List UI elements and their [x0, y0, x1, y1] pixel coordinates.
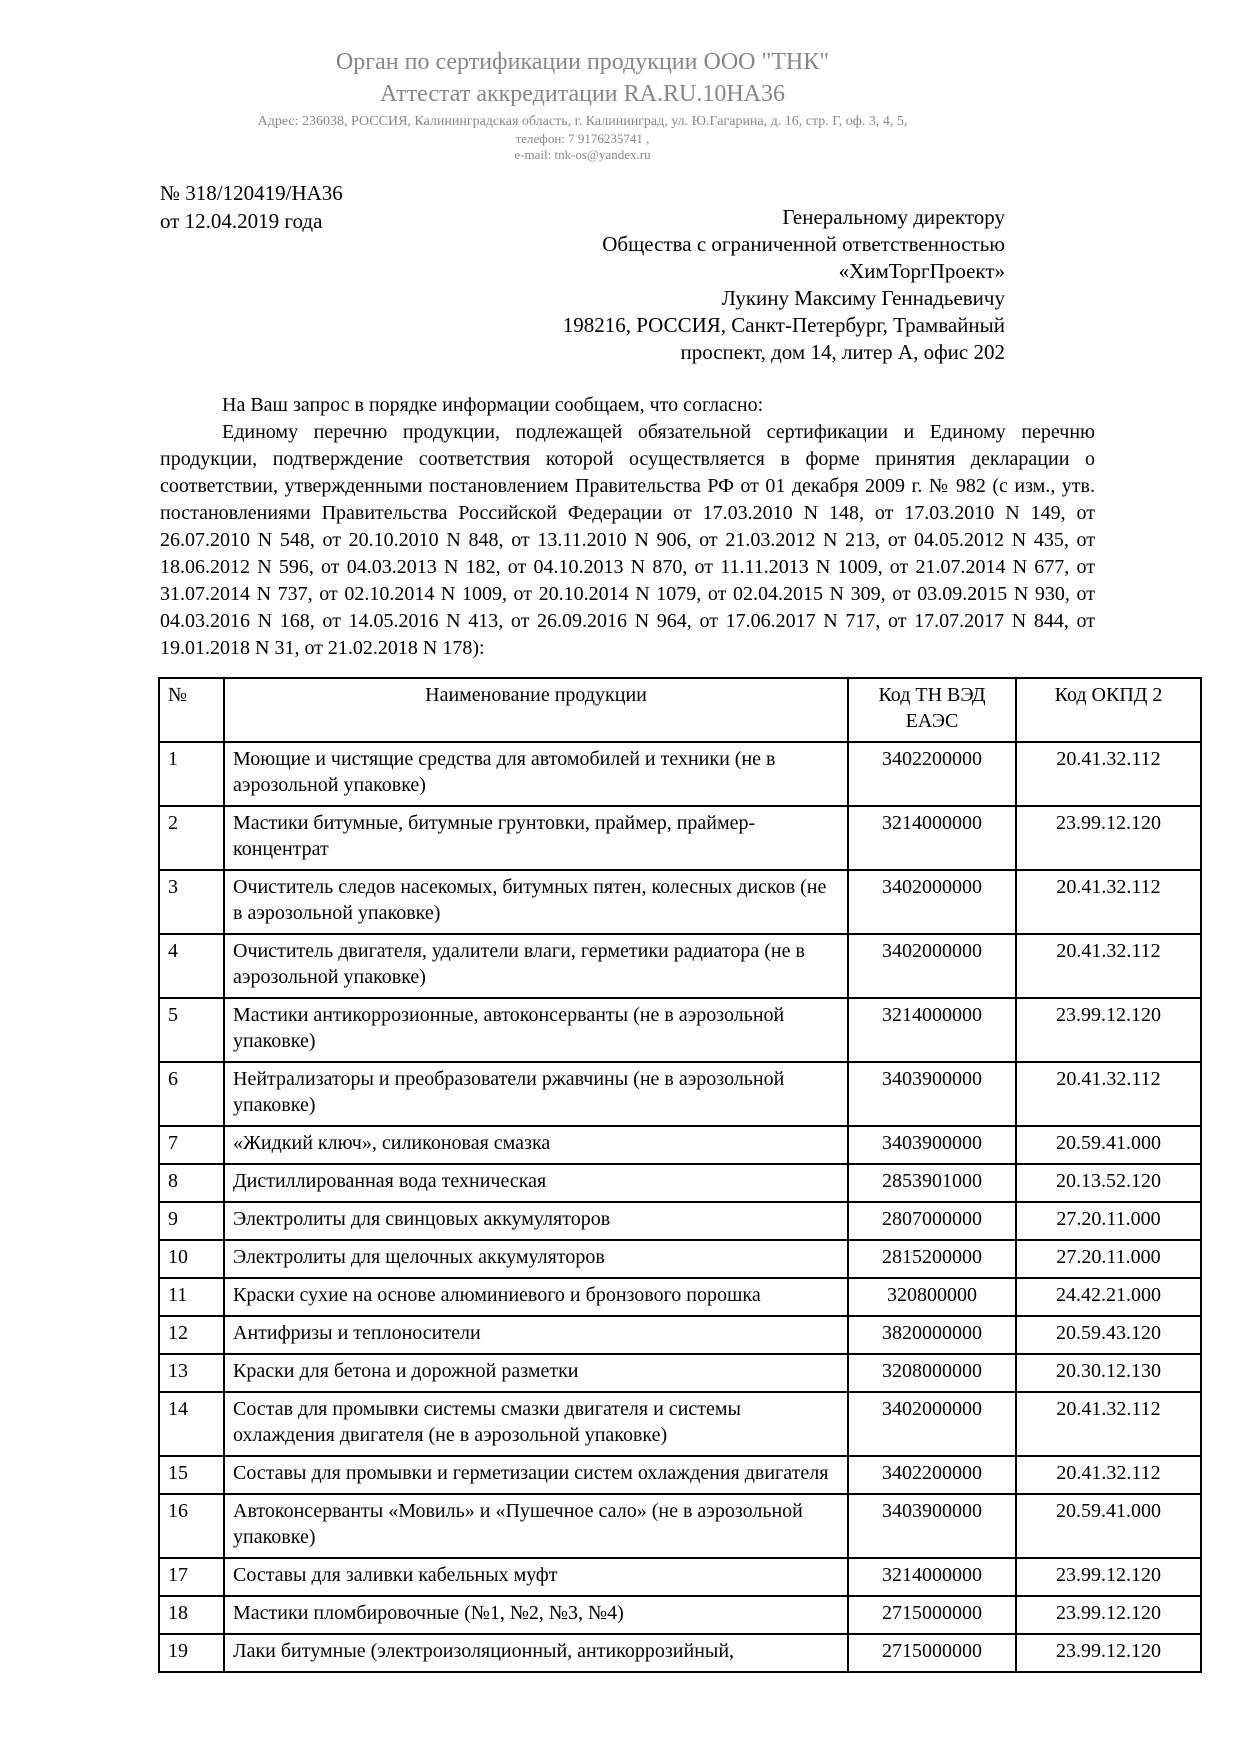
row-number-cell: 12 [159, 1316, 224, 1354]
tnved-code-cell: 3402200000 [848, 742, 1016, 806]
letter-date: от 12.04.2019 года [160, 209, 323, 233]
row-number-cell: 5 [159, 998, 224, 1062]
okpd-code-cell: 20.13.52.120 [1016, 1164, 1201, 1202]
tnved-code-cell: 3403900000 [848, 1126, 1016, 1164]
product-name-cell: Автоконсерванты «Мовиль» и «Пушечное сало» (не в аэрозольной упаковке) [224, 1494, 848, 1558]
row-number-cell: 14 [159, 1392, 224, 1456]
product-name-cell: Составы для заливки кабельных муфт [224, 1558, 848, 1596]
okpd-code-cell: 23.99.12.120 [1016, 1634, 1201, 1672]
tnved-code-cell: 3402000000 [848, 870, 1016, 934]
email-line: e-mail: tnk-os@yandex.ru [514, 147, 651, 162]
table-row [159, 1354, 1201, 1392]
intro-paragraph: На Ваш запрос в порядке информации сообщаем, что согласно: [222, 394, 764, 416]
row-number-cell: 15 [159, 1456, 224, 1494]
tnved-code-cell: 320800000 [848, 1278, 1016, 1316]
product-name-cell: Нейтрализаторы и преобразователи ржавчины (не в аэрозольной упаковке) [224, 1062, 848, 1126]
product-name-cell: Мастики битумные, битумные грунтовки, праймер, праймер-концентрат [224, 806, 848, 870]
col-header-tnved: Код ТН ВЭД ЕАЭС [848, 678, 1016, 742]
okpd-code-cell: 20.41.32.112 [1016, 870, 1201, 934]
table-row [159, 934, 1201, 998]
okpd-code-cell: 20.41.32.112 [1016, 934, 1201, 998]
row-number-cell: 2 [159, 806, 224, 870]
product-name-cell: Лаки битумные (электроизоляционный, антикоррозийный, [224, 1634, 848, 1672]
row-number-cell: 11 [159, 1278, 224, 1316]
product-name-cell: Антифризы и теплоносители [224, 1316, 848, 1354]
okpd-code-cell: 20.41.32.112 [1016, 1456, 1201, 1494]
product-name-cell: Мастики пломбировочные (№1, №2, №3, №4) [224, 1596, 848, 1634]
tnved-code-cell: 3208000000 [848, 1354, 1016, 1392]
row-number-cell: 6 [159, 1062, 224, 1126]
product-name-cell: «Жидкий ключ», силиконовая смазка [224, 1126, 848, 1164]
table-row [159, 870, 1201, 934]
org-title: Орган по сертификации продукции ООО "ТНК" [335, 49, 830, 75]
tnved-code-cell: 3403900000 [848, 1494, 1016, 1558]
recipient-block [563, 204, 1005, 366]
table-row [159, 742, 1201, 806]
table-row [159, 1596, 1201, 1634]
okpd-code-cell: 23.99.12.120 [1016, 806, 1201, 870]
address-line: Адрес: 236038, РОССИЯ, Калининградская область, г. Калининград, ул. Ю.Гагарина, д. 16, стр. Г, оф. 3, 4, 5, [257, 114, 908, 129]
table-row [159, 1164, 1201, 1202]
tnved-code-cell: 3214000000 [848, 1558, 1016, 1596]
okpd-code-cell: 20.30.12.130 [1016, 1354, 1201, 1392]
product-name-cell: Очиститель следов насекомых, битумных пятен, колесных дисков (не в аэрозольной упаковке) [224, 870, 848, 934]
table-row [159, 1126, 1201, 1164]
table-row [159, 806, 1201, 870]
table-row [159, 1278, 1201, 1316]
table-row [159, 1558, 1201, 1596]
product-name-cell: Краски сухие на основе алюминиевого и бронзового порошка [224, 1278, 848, 1316]
okpd-code-cell: 23.99.12.120 [1016, 998, 1201, 1062]
product-name-cell: Электролиты для свинцовых аккумуляторов [224, 1202, 848, 1240]
okpd-code-cell: 20.41.32.112 [1016, 1392, 1201, 1456]
table-header-row [159, 678, 1201, 742]
product-name-cell: Дистиллированная вода техническая [224, 1164, 848, 1202]
row-number-cell: 16 [159, 1494, 224, 1558]
row-number-cell: 4 [159, 934, 224, 998]
tnved-code-cell: 2715000000 [848, 1634, 1016, 1672]
row-number-cell: 8 [159, 1164, 224, 1202]
table-row [159, 1062, 1201, 1126]
col-header-number: № [159, 678, 224, 742]
row-number-cell: 9 [159, 1202, 224, 1240]
okpd-code-cell: 20.41.32.112 [1016, 1062, 1201, 1126]
row-number-cell: 3 [159, 870, 224, 934]
okpd-code-cell: 20.41.32.112 [1016, 742, 1201, 806]
letter-reference [160, 179, 343, 235]
row-number-cell: 7 [159, 1126, 224, 1164]
okpd-code-cell: 23.99.12.120 [1016, 1596, 1201, 1634]
product-name-cell: Мастики антикоррозионные, автоконсерванты (не в аэрозольной упаковке) [224, 998, 848, 1062]
tnved-code-cell: 2715000000 [848, 1596, 1016, 1634]
recipient-line: Генеральному директору [782, 205, 1005, 229]
row-number-cell: 18 [159, 1596, 224, 1634]
tnved-code-cell: 3402000000 [848, 934, 1016, 998]
reference-recipient-row [160, 179, 1005, 366]
recipient-line: «ХимТоргПроект» [838, 259, 1005, 283]
product-name-cell: Составы для промывки и герметизации систем охлаждения двигателя [224, 1456, 848, 1494]
tnved-code-cell: 2815200000 [848, 1240, 1016, 1278]
tnved-code-cell: 2853901000 [848, 1164, 1016, 1202]
tnved-code-cell: 3403900000 [848, 1062, 1016, 1126]
product-name-cell: Состав для промывки системы смазки двигателя и системы охлаждения двигателя (не в аэрозольной упаковке) [224, 1392, 848, 1456]
table-row [159, 1202, 1201, 1240]
letterhead [160, 46, 1005, 163]
table-row [159, 1634, 1201, 1672]
table-row [159, 1494, 1201, 1558]
accreditation-line: Аттестат аккредитации RA.RU.10НА36 [380, 81, 785, 107]
recipient-line: проспект, дом 14, литер А, офис 202 [680, 340, 1005, 364]
letter-number: № 318/120419/НА36 [160, 181, 343, 205]
table-row [159, 998, 1201, 1062]
table-row [159, 1316, 1201, 1354]
phone-line: телефон: 7 9176235741 , [515, 131, 650, 146]
tnved-code-cell: 3402000000 [848, 1392, 1016, 1456]
row-number-cell: 17 [159, 1558, 224, 1596]
main-paragraph: Единому перечню продукции, подлежащей обязательной сертификации и Единому перечню продукции, подтверждение соответствия которой осуществляется в форме принятия декларации о соответствии, утвержденными постановлением Правительства РФ от 01 декабря 2009 г. № 982 (с изм., утв. постановлениями Правительства Российской Федерации от 17.03.2010 N 148, от 17.03.2010 N 149, от 26.07.2010 N 548, от 20.10.2010 N 848, от 13.11.2010 N 906, от 21.03.2012 N 213, от 04.05.2012 N 435, от 18.06.2012 N 596, от 04.03.2013 N 182, от 04.10.2013 N 870, от 11.11.2013 N 1009, от 21.07.2014 N 677, от 31.07.2014 N 737, от 02.10.2014 N 1009, от 20.10.2014 N 1079, от 02.04.2015 N 309, от 03.09.2015 N 930, от 04.03.2016 N 168, от 14.05.2016 N 413, от 26.09.2016 N 964, от 17.06.2017 N 717, от 17.07.2017 N 844, от 19.01.2018 N 31, от 21.02.2018 N 178): [160, 421, 1095, 659]
okpd-code-cell: 27.20.11.000 [1016, 1202, 1201, 1240]
row-number-cell: 19 [159, 1634, 224, 1672]
col-header-name: Наименование продукции [224, 678, 848, 742]
tnved-code-cell: 2807000000 [848, 1202, 1016, 1240]
okpd-code-cell: 20.59.41.000 [1016, 1126, 1201, 1164]
product-name-cell: Моющие и чистящие средства для автомобилей и техники (не в аэрозольной упаковке) [224, 742, 848, 806]
tnved-code-cell: 3402200000 [848, 1456, 1016, 1494]
table-row [159, 1240, 1201, 1278]
table-row [159, 1456, 1201, 1494]
row-number-cell: 1 [159, 742, 224, 806]
table-row [159, 1392, 1201, 1456]
okpd-code-cell: 27.20.11.000 [1016, 1240, 1201, 1278]
okpd-code-cell: 20.59.41.000 [1016, 1494, 1201, 1558]
recipient-line: Лукину Максиму Геннадьевичу [721, 286, 1005, 310]
recipient-line: 198216, РОССИЯ, Санкт-Петербург, Трамвайный [562, 313, 1005, 337]
tnved-code-cell: 3820000000 [848, 1316, 1016, 1354]
okpd-code-cell: 24.42.21.000 [1016, 1278, 1201, 1316]
col-header-okpd: Код ОКПД 2 [1016, 678, 1201, 742]
product-name-cell: Электролиты для щелочных аккумуляторов [224, 1240, 848, 1278]
tnved-code-cell: 3214000000 [848, 806, 1016, 870]
row-number-cell: 13 [159, 1354, 224, 1392]
okpd-code-cell: 20.59.43.120 [1016, 1316, 1201, 1354]
tnved-code-cell: 3214000000 [848, 998, 1016, 1062]
recipient-line: Общества с ограниченной ответственностью [602, 232, 1005, 256]
okpd-code-cell: 23.99.12.120 [1016, 1558, 1201, 1596]
products-table [158, 677, 1202, 1673]
product-name-cell: Краски для бетона и дорожной разметки [224, 1354, 848, 1392]
product-name-cell: Очиститель двигателя, удалители влаги, герметики радиатора (не в аэрозольной упаковке) [224, 934, 848, 998]
row-number-cell: 10 [159, 1240, 224, 1278]
